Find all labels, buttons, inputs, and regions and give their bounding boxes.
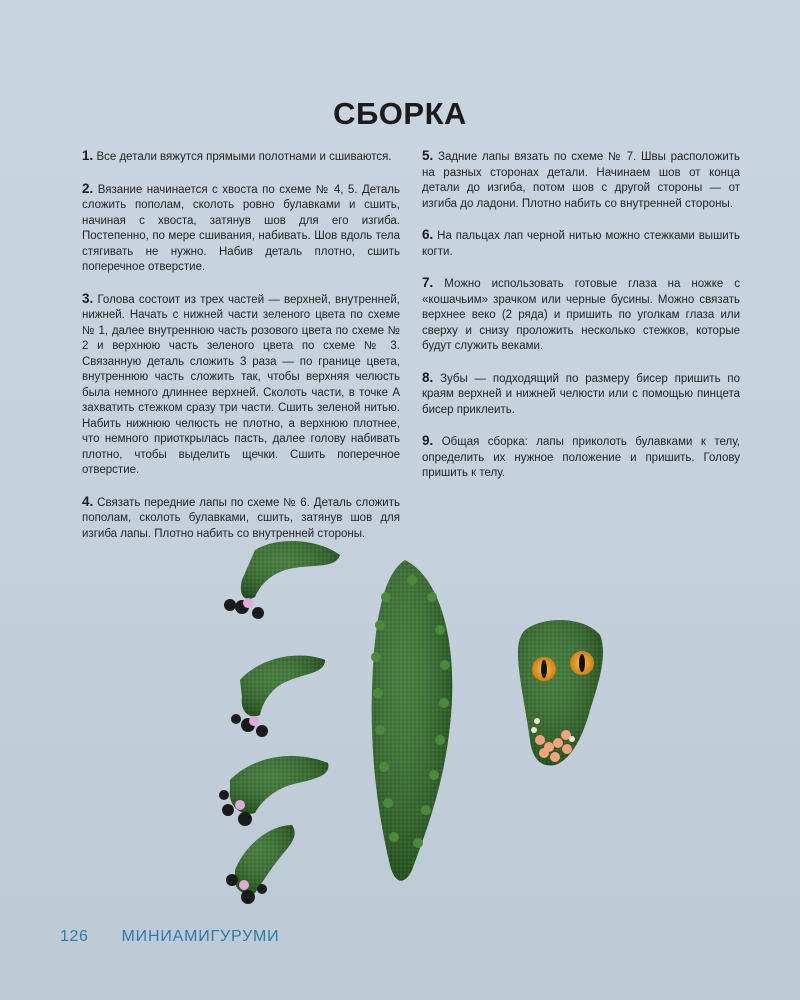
- instructions-left-column: [82, 148, 400, 557]
- page-title: СБОРКА: [333, 96, 467, 131]
- step-number: 2.: [82, 180, 94, 196]
- step-2: [82, 181, 400, 276]
- crocodile-body: [371, 560, 452, 881]
- step-text: Задние лапы вязать по схеме № 7. Швы расположить на разных сторонах детали. Начинаем шов от конца детали до изгиба, потом шов с другой стороны — от изгиба до ладони. Плотно набить со внутренней стороны.: [422, 151, 740, 210]
- step-8: [422, 370, 740, 419]
- step-number: 6.: [422, 227, 434, 242]
- step-number: 3.: [82, 290, 94, 306]
- step-number: 8.: [422, 369, 434, 385]
- step-text: Все детали вяжутся прямыми полотнами и сшиваются.: [93, 151, 392, 163]
- step-number: 1.: [82, 148, 94, 163]
- hind-leg-top: [219, 756, 328, 826]
- step-text: Общая сборка: лапы приколоть булавками к телу, определить их нужное положение и пришить. Голову пришить к телу.: [422, 436, 740, 479]
- step-text: Зубы — подходящий по размеру бисер пришить по краям верхней и нижней челюсти или с помощью пинцета бисер приклеить.: [422, 372, 740, 416]
- step-text: На пальцах лап черной нитью можно стежками вышить когти.: [422, 230, 740, 258]
- book-title: МИНИАМИГУРУМИ: [121, 928, 280, 945]
- page-footer: [60, 928, 279, 946]
- crocodile-head: [518, 620, 603, 766]
- front-leg-bottom: [231, 656, 325, 737]
- step-9: [422, 433, 740, 482]
- step-1: [82, 148, 400, 166]
- step-number: 5.: [422, 148, 434, 163]
- front-leg-top: [224, 541, 340, 619]
- hind-leg-bottom: [226, 825, 295, 904]
- instructions-right-column: [422, 148, 740, 497]
- step-5: [422, 148, 740, 212]
- page-number: 126: [60, 928, 89, 945]
- step-6: [422, 227, 740, 260]
- step-3: [82, 291, 400, 479]
- step-text: Связать передние лапы по схеме № 6. Деталь сложить пополам, сколоть булавками, сшить, затянув шов для изгиба лапы. Плотно набить со внутренней стороны.: [82, 496, 400, 540]
- step-number: 7.: [422, 275, 434, 290]
- step-number: 9.: [422, 433, 434, 448]
- step-7: [422, 275, 740, 355]
- step-text: Можно использовать готовые глаза на ножке с «кошачьим» зрачком или черные бусины. Можно связать верхнее веко (2 ряда) и пришить по уголкам глаза или сверху и снизу проложить несколько стежков, которые будут служить веками.: [422, 278, 740, 352]
- crocodile-parts-photo: [200, 525, 620, 920]
- step-text: Голова состоит из трех частей — верхней, внутренней, нижней. Начать с нижней части зеленого цвета по схеме № 1, далее внутреннюю часть розового цвета по схеме № 2 и верхнюю часть зеленого цвета по схеме № 3. Связанную деталь сложить 3 раза — по границе цвета, внутреннюю часть сложить так, чтобы верхняя челюсть была немного длиннее верхней. Сколоть части, в точке А захватить стежком сразу три части. Сшить зеленой нитью. Набить нижнюю челюсть не плотно, а верхнюю плотнее, что немного приоткрылась пасть, далее голову набивать плотно, чтобы выделить щечки. Сшить поперечное отверстие.: [82, 293, 400, 476]
- step-text: Вязание начинается с хвоста по схеме № 4, 5. Деталь сложить пополам, сколоть ровно булавками и сшить, начиная с хвоста, затянув шов для его изгиба. Постепенно, по мере сшивания, набивать. Шов вдоль тела стягивать не нужно. Набив деталь плотно, сшить поперечное отверстие.: [82, 183, 400, 273]
- step-number: 4.: [82, 493, 94, 509]
